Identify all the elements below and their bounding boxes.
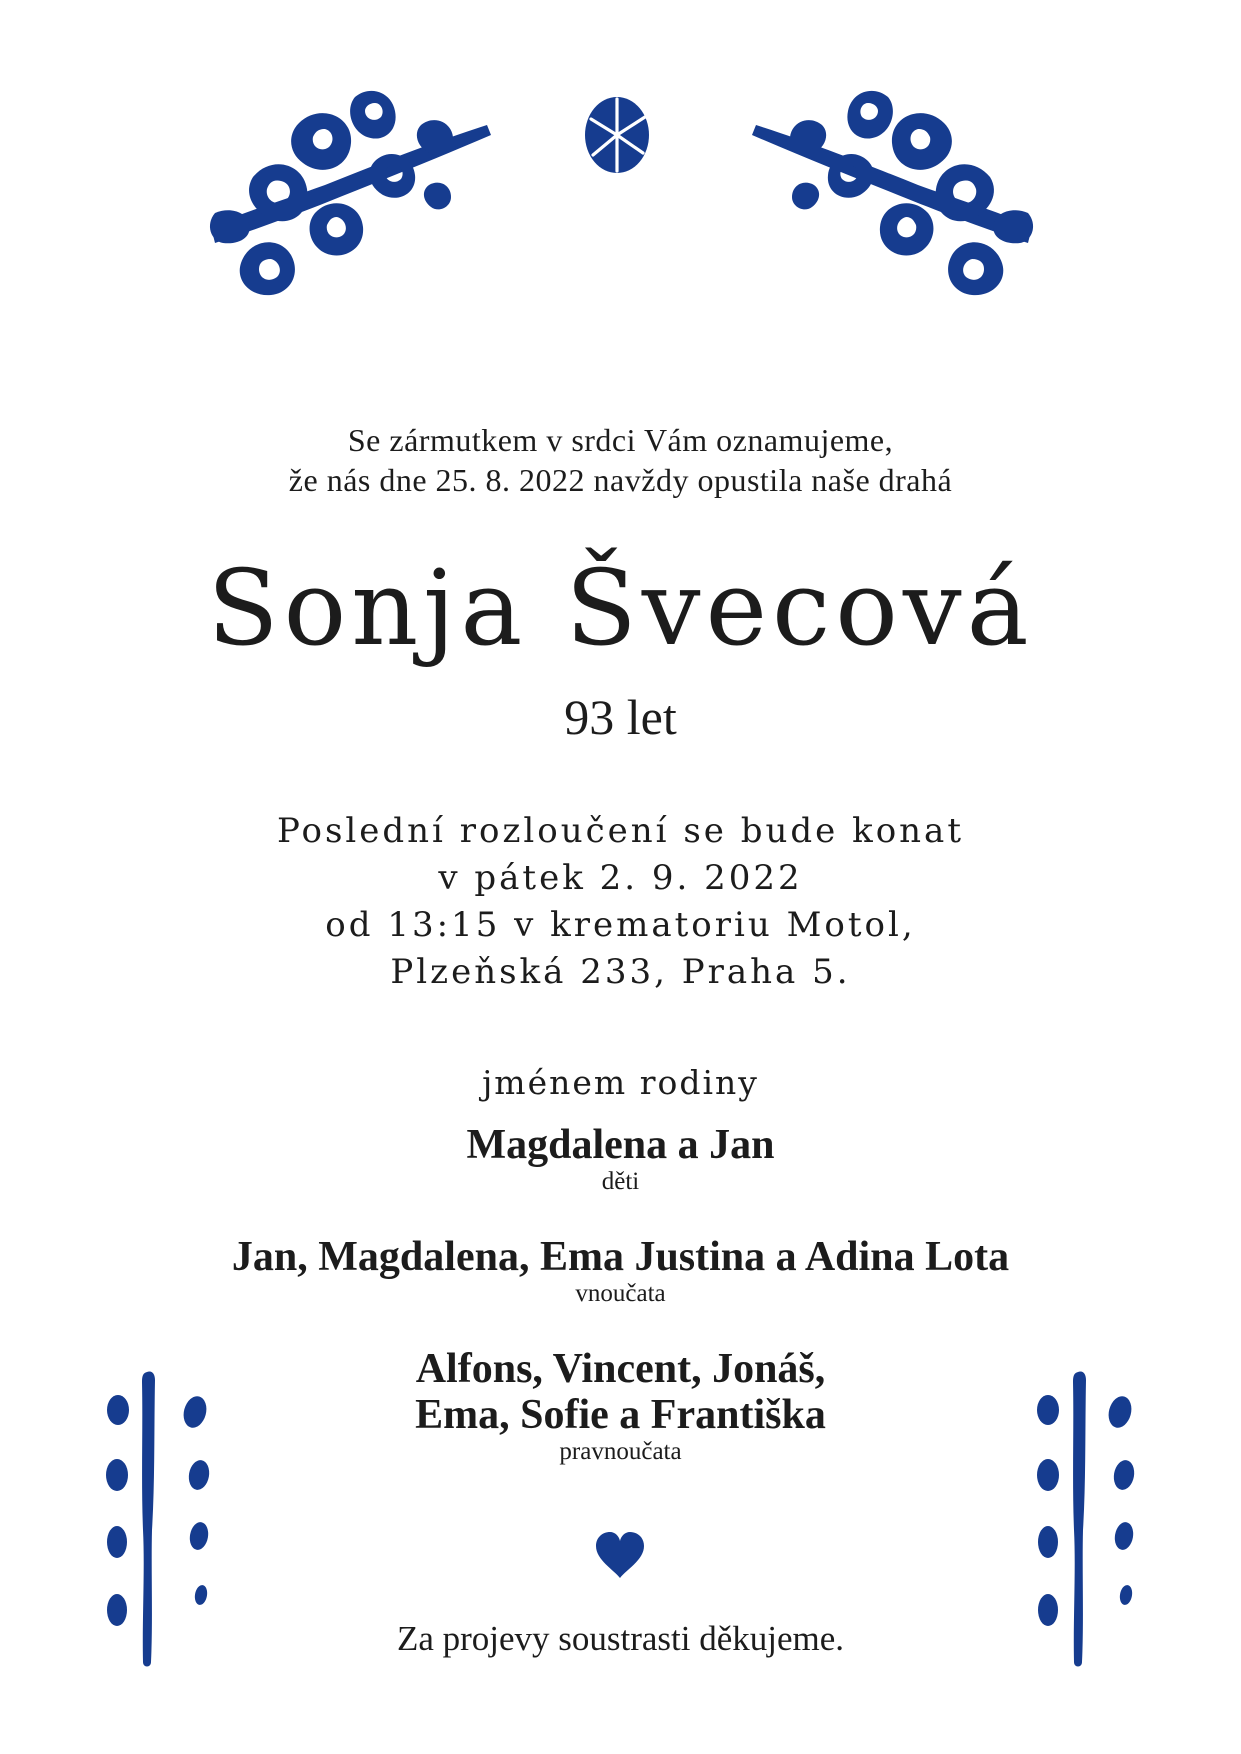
family-great-grandchildren-names-line-2: Ema, Sofie a Františka xyxy=(415,1392,826,1438)
leaf-branch-left-icon xyxy=(205,85,495,300)
thanks-message: Za projevy soustrasti děkujeme. xyxy=(396,1619,845,1658)
intro-line-2: že nás dne 25. 8. 2022 navždy opustila naše drahá xyxy=(288,462,953,498)
family-grandchildren-role: vnoučata xyxy=(575,1280,666,1307)
deceased-age: 93 let xyxy=(564,689,677,745)
ceremony-line-1: Poslední rozloučení se bude konat xyxy=(276,811,964,851)
dotted-stem-left-icon xyxy=(105,1370,215,1670)
round-flower-icon xyxy=(583,95,651,175)
family-grandchildren-names: Jan, Magdalena, Ema Justina a Adina Lota xyxy=(231,1234,1010,1280)
ceremony-line-2: v pátek 2. 9. 2022 xyxy=(438,858,803,898)
family-great-grandchildren-role: pravnoučata xyxy=(559,1438,682,1465)
ceremony-line-4: Plzeňská 233, Praha 5. xyxy=(390,952,851,992)
family-great-grandchildren-names-line-1: Alfons, Vincent, Jonáš, xyxy=(415,1346,826,1392)
leaf-branch-right-icon xyxy=(748,85,1038,300)
on-behalf-of-family: jménem rodiny xyxy=(482,1063,759,1102)
deceased-name: Sonja Švecová xyxy=(207,547,1034,669)
family-children-names: Magdalena a Jan xyxy=(466,1122,775,1168)
intro-line-1: Se zármutkem v srdci Vám oznamujeme, xyxy=(347,422,894,458)
ceremony-line-3: od 13:15 v krematoriu Motol, xyxy=(325,905,916,945)
dotted-stem-right-icon xyxy=(1030,1370,1140,1670)
family-children-role: děti xyxy=(601,1168,640,1195)
heart-icon xyxy=(594,1532,646,1580)
